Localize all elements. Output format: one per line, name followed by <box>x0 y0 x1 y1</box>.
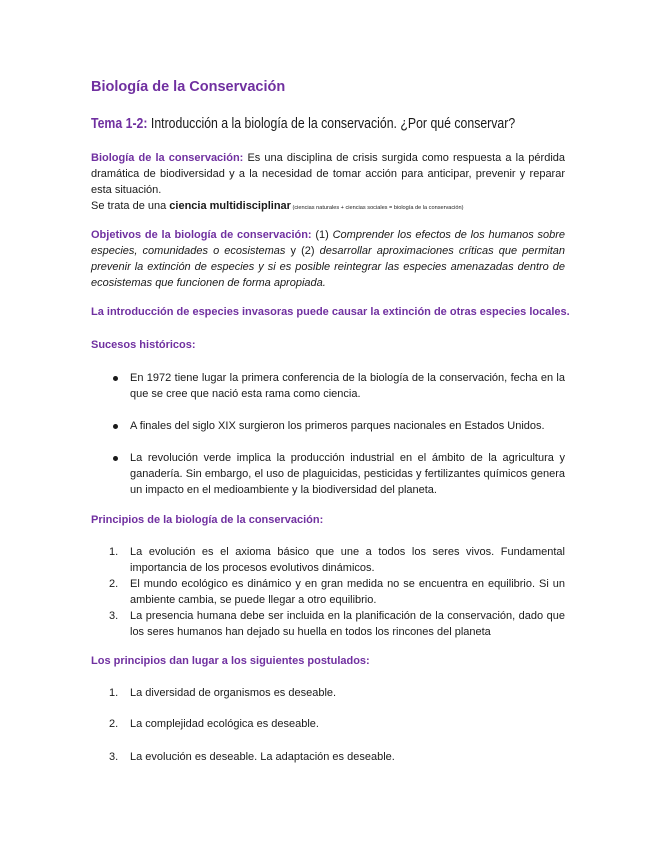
objectives-label: Objetivos de la biología de conservación: <box>91 229 312 241</box>
definition-note: (ciencias naturales + ciencias sociales = biología de la conservación) <box>290 205 464 211</box>
list-number: 2. <box>109 718 119 730</box>
list-number: 3. <box>109 610 119 622</box>
objective-2: desarrollar aproximaciones críticas que permitan prevenir la extinción de especies y si es posible reintegrar las especies amenazadas dentro de ecosistemas que funcionen de forma apropiada. <box>91 245 565 289</box>
list-item <box>91 576 565 608</box>
definition-text: Es una disciplina de crisis surgida como respuesta a la pérdida dramática de biodiversidad y a la necesidad de tomar acción para anticipar, prevenir y reparar esta situación. <box>91 152 566 196</box>
list-number: 2. <box>109 578 119 590</box>
postulates-heading: Los principios dan lugar a los siguientes postulados: <box>91 655 370 667</box>
bullet-icon <box>113 424 118 429</box>
list-number: 3. <box>109 751 119 763</box>
list-item <box>91 418 565 434</box>
postulate-text: La complejidad ecológica es deseable. <box>130 718 319 730</box>
objectives-num1: (1) <box>311 229 333 241</box>
list-item <box>91 685 565 701</box>
bullet-icon <box>113 376 118 381</box>
topic-text: Introducción a la biología de la conservación. ¿Por qué conservar? <box>147 116 516 132</box>
history-item-text: En 1972 tiene lugar la primera conferencia de la biología de la conservación, fecha en la que se cree que nació esta rama como ciencia. <box>130 372 565 400</box>
list-item <box>91 370 565 402</box>
objectives-mid: y (2) <box>285 245 320 257</box>
list-number: 1. <box>109 546 119 558</box>
list-number: 1. <box>109 687 119 699</box>
principle-text: La evolución es el axioma básico que une a todos los seres vivos. Fundamental importancia de los procesos evolutivos dinámicos. <box>130 546 565 574</box>
definition-line2-pre: Se trata de una <box>91 200 170 212</box>
principle-text: La presencia humana debe ser incluida en la planificación de la conservación, dado que los seres humanos han dejado su huella en todos los rincones del planeta <box>130 610 565 638</box>
definition-label: Biología de la conservación: <box>91 152 244 164</box>
definition-line2-bold: ciencia multidisciplinar <box>169 200 291 212</box>
list-item <box>91 749 565 765</box>
topic-heading <box>91 116 515 132</box>
principles-heading: Principios de la biología de la conservación: <box>91 514 324 526</box>
list-item <box>91 544 565 576</box>
history-item-text: A finales del siglo XIX surgieron los primeros parques nacionales en Estados Unidos. <box>130 420 545 432</box>
objective-1: Comprender los efectos de los humanos sobre especies, comunidades o ecosistemas <box>91 229 565 257</box>
list-item <box>91 608 565 640</box>
postulate-text: La diversidad de organismos es deseable. <box>130 687 337 699</box>
topic-label: Tema 1-2: <box>91 116 148 132</box>
history-heading: Sucesos históricos: <box>91 339 196 351</box>
invasive-heading: La introducción de especies invasoras puede causar la extinción de otras especies locales. <box>91 306 570 318</box>
definition-paragraph <box>91 150 565 216</box>
postulate-text: La evolución es deseable. La adaptación es deseable. <box>130 751 395 763</box>
list-item <box>91 450 565 498</box>
list-item <box>91 716 565 732</box>
bullet-icon <box>113 456 118 461</box>
objectives-paragraph <box>91 227 565 291</box>
document-title: Biología de la Conservación <box>91 79 286 95</box>
history-item-text: La revolución verde implica la producción industrial en el ámbito de la agricultura y ganadería. Sin embargo, el uso de plaguicidas, pesticidas y fertilizantes químicos genera un impacto en el medioambiente y la biodiversidad del planeta. <box>130 452 565 496</box>
principle-text: El mundo ecológico es dinámico y en gran medida no se encuentra en equilibrio. Si un ambiente cambia, se puede llegar a otro equilibrio. <box>130 578 565 606</box>
